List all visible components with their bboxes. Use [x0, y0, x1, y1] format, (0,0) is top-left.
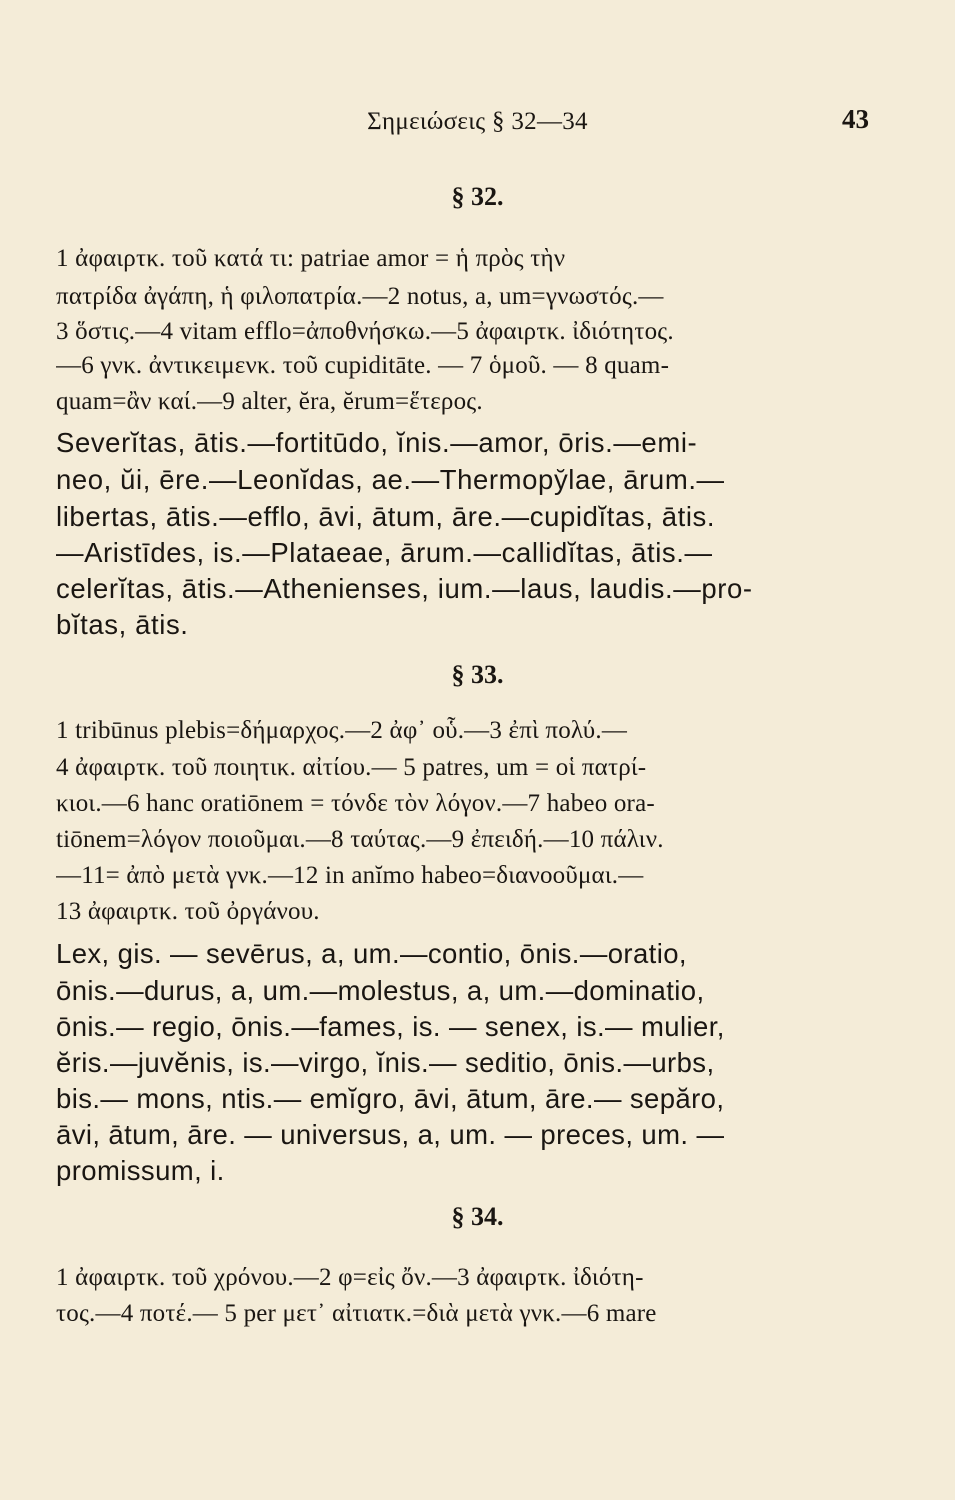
vocab-line: celerĭtas, ātis.—Athenienses, ium.—laus, laudis.—pro-	[56, 573, 753, 604]
section-heading-34: § 34.	[451, 1202, 504, 1231]
vocab-line: bis.— mons, ntis.— emĭgro, āvi, ātum, āre.— sepăro,	[56, 1083, 725, 1114]
vocab-line: āvi, ātum, āre. — universus, a, um. — preces, um. —	[56, 1119, 725, 1150]
vocab-line: bĭtas, ātis.	[56, 609, 189, 640]
note-line: 13 ἀφαιρτκ. τοῦ ὀργάνου.	[56, 898, 320, 925]
note-line: —6 γνκ. ἀντικειμενκ. τοῦ cupiditāte. — 7 ὁμοῦ. — 8 quam-	[56, 352, 670, 379]
vocab-line: neo, ŭi, ēre.—Leonĭdas, ae.—Thermopy̆lae, ārum.—	[56, 464, 725, 495]
vocab-line: libertas, ātis.—efflo, āvi, ātum, āre.—cupidĭtas, ātis.	[56, 501, 716, 532]
vocab-line: promissum, i.	[56, 1155, 225, 1186]
vocab-line: Severĭtas, ātis.—fortitūdo, ĭnis.—amor, ōris.—emi-	[56, 427, 698, 458]
note-line: κιοι.—6 hanc oratiōnem = τόνδε τὸν λόγον.—7 habeo ora-	[56, 790, 655, 817]
page-number: 43	[842, 104, 869, 134]
note-line: 1 tribūnus plebis=δήμαρχος.—2 ἀφ᾽ οὗ.—3 ἐπὶ πολύ.—	[56, 717, 628, 744]
note-line: —11= ἀπὸ μετὰ γνκ.—12 in anĭmo habeo=διανοοῦμαι.—	[56, 862, 644, 889]
vocab-line: Lex, gis. — sevērus, a, um.—contio, ōnis.—oratio,	[56, 938, 687, 969]
note-line: quam=ἂν καί.—9 alter, ĕra, ĕrum=ἕτερος.	[56, 388, 483, 415]
vocab-line: —Aristīdes, is.—Plataeae, ārum.—callidĭtas, ātis.—	[56, 537, 713, 568]
section-heading-33: § 33.	[451, 660, 504, 689]
vocab-line: ōnis.—durus, a, um.—molestus, a, um.—dominatio,	[56, 975, 705, 1006]
vocab-line: ōnis.— regio, ōnis.—fames, is. — senex, is.— mulier,	[56, 1011, 725, 1042]
note-line: 3 ὅστις.—4 vitam efflo=ἀποθνήσκω.—5 ἀφαιρτκ. ἰδιότητος.	[56, 318, 674, 345]
note-line: tiōnem=λόγον ποιοῦμαι.—8 ταύτας.—9 ἐπειδή.—10 πάλιν.	[56, 826, 664, 853]
note-line: 1 ἀφαιρτκ. τοῦ κατά τι: patriae amor = ἡ πρὸς τὴν	[56, 245, 566, 272]
section-heading-32: § 32.	[451, 182, 504, 211]
note-line: τος.—4 ποτέ.— 5 per μετ᾽ αἰτιατκ.=διὰ μετὰ γνκ.—6 mare	[56, 1300, 657, 1327]
note-line: 4 ἀφαιρτκ. τοῦ ποιητικ. αἰτίου.— 5 patres, um = οἱ πατρί-	[56, 754, 647, 781]
note-line: πατρίδα ἀγάπη, ἡ φιλοπατρία.—2 notus, a, um=γνωστός.—	[56, 283, 664, 310]
running-header: Σημειώσεις § 32—34	[367, 108, 588, 135]
vocab-line: ĕris.—juvĕnis, is.—virgo, ĭnis.— seditio, ōnis.—urbs,	[56, 1047, 715, 1078]
note-line: 1 ἀφαιρτκ. τοῦ χρόνου.—2 φ=εἰς ὄν.—3 ἀφαιρτκ. ἰδιότη-	[56, 1264, 644, 1291]
